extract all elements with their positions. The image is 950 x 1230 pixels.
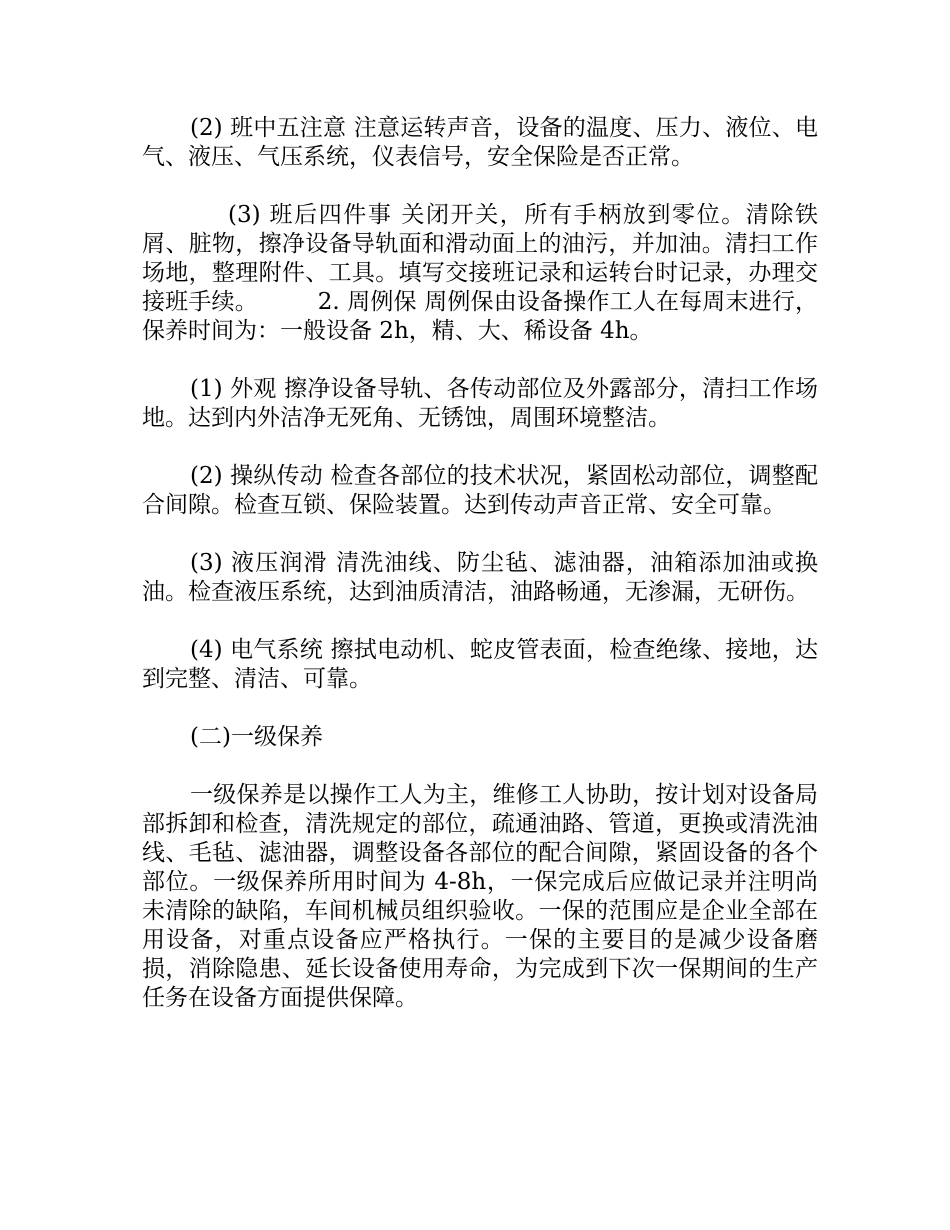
paragraph-hydraulic-lubrication: (3) 液压润滑 清洗油线、防尘毡、滤油器，油箱添加油或换油。检查液压系统，达到油质清洁，油路畅通，无渗漏，无研伤。 bbox=[142, 550, 818, 605]
document-body bbox=[142, 114, 818, 1042]
paragraph-first-level-maintenance: 一级保养是以操作工人为主，维修工人协助，按计划对设备局部拆卸和检查，清洗规定的部位，疏通油路、管道，更换或清洗油线、毛毡、滤油器，调整设备各部位的配合间隙，紧固设备的各个部位。一级保养所用时间为 4-8h，一保完成后应做记录并注明尚未清除的缺陷，车间机械员组织验收。一保的范围应是企业全部在用设备，对重点设备应严格执行。一保的主要目的是减少设备磨损，消除隐患、延长设备使用寿命，为完成到下次一保期间的生产任务在设备方面提供保障。 bbox=[142, 782, 818, 1011]
paragraph-after-shift-four-tasks: (3) 班后四件事 关闭开关，所有手柄放到零位。清除铁屑、脏物，擦净设备导轨面和滑动面上的油污，并加油。清扫工作场地，整理附件、工具。填写交接班记录和运转台时记录，办理交接班手续。 2. 周例保 周例保由设备操作工人在每周末进行，保养时间为：一般设备 2h，精、大、稀设备 4h。 bbox=[142, 202, 818, 344]
paragraph-control-transmission: (2) 操纵传动 检查各部位的技术状况，紧固松动部位，调整配合间隙。检查互锁、保险装置。达到传动声音正常、安全可靠。 bbox=[142, 463, 818, 518]
section-heading-first-level-maintenance: (二)一级保养 bbox=[190, 724, 323, 750]
paragraph-shift-five-cautions: (2) 班中五注意 注意运转声音，设备的温度、压力、液位、电气、液压、气压系统，仪表信号，安全保险是否正常。 bbox=[142, 115, 818, 170]
paragraph-electrical-system: (4) 电气系统 擦拭电动机、蛇皮管表面，检查绝缘、接地，达到完整、清洁、可靠。 bbox=[142, 637, 818, 692]
paragraph-appearance: (1) 外观 擦净设备导轨、各传动部位及外露部分，清扫工作场地。达到内外洁净无死角、无锈蚀，周围环境整洁。 bbox=[142, 376, 818, 431]
